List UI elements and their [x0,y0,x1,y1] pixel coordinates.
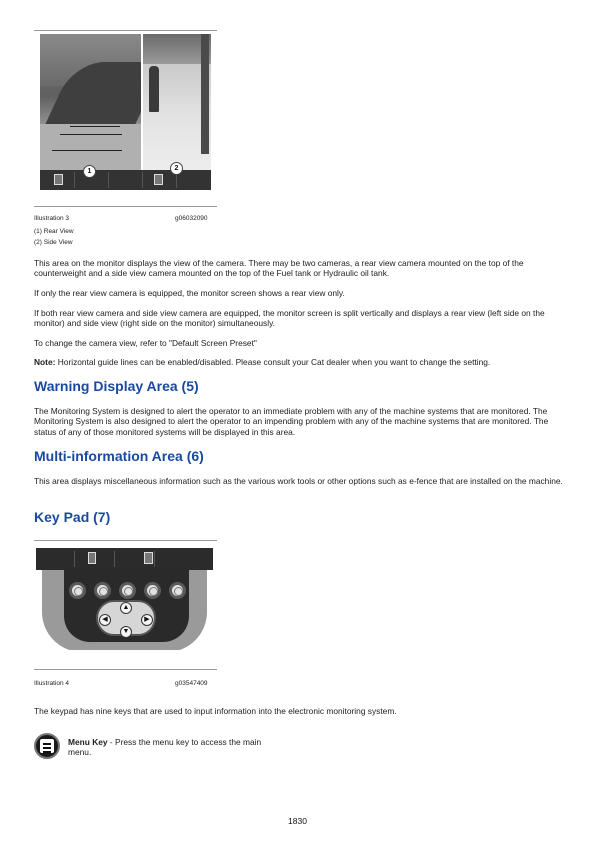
change-view-paragraph: To change the camera view, refer to "Default Screen Preset" [34,338,257,348]
warning-display-heading: Warning Display Area (5) [34,378,199,394]
multi-information-paragraph: This area displays miscellaneous information such as the various work tools or other options such as e-fence that are installed on the machine. [34,476,563,486]
keypad-button [94,582,111,599]
multi-information-heading: Multi-information Area (6) [34,448,204,464]
callout-2: 2 [170,162,183,175]
page-number: 1830 [288,816,307,826]
figure-top-rule [34,30,217,31]
monitor-screen-strip [36,548,213,570]
guide-line [52,150,122,151]
rear-only-paragraph: If only the rear view camera is equipped, the monitor screen shows a rear view only. [34,288,345,298]
up-arrow-icon: ▲ [120,602,132,614]
note-label: Note: [34,357,56,367]
keypad-paragraph: The keypad has nine keys that are used to input information into the electronic monitoring system. [34,706,397,716]
key-pad-heading: Key Pad (7) [34,509,111,525]
figure-bottom-rule [34,206,217,207]
keypad-button [69,582,86,599]
keypad-button [144,582,161,599]
right-arrow-icon: ▶ [141,614,153,626]
illustration-4-label: Illustration 4 [34,680,70,687]
illustration-4-code: g03547409 [175,680,208,687]
illustration-3-label: Illustration 3 [34,215,70,222]
menu-icon [54,174,63,185]
warning-display-paragraph: The Monitoring System is designed to alert the operator to an immediate problem with any of the machine systems that are monitored. The Monitoring System is also designed to alert the operator to an impending problem with any of the machine systems that are monitored. The status of any of those monitored systems will be displayed in this area. [34,406,549,437]
menu-key-label: Menu Key [68,737,108,747]
down-arrow-icon: ▼ [120,626,132,638]
keypad-button [169,582,186,599]
camera-view-illustration [40,34,211,190]
guide-line [70,126,120,127]
keypad-illustration [36,548,213,650]
figure-bottom-rule [34,669,217,670]
camera-switch-icon [154,174,163,185]
menu-key-paragraph [68,737,283,758]
guide-line [60,134,122,135]
note-paragraph [34,357,564,367]
callout-1: 1 [83,165,96,178]
figure-top-rule [34,540,217,541]
legend-side-view: (2) Side View [34,239,73,246]
left-arrow-icon: ◀ [99,614,111,626]
note-text: Horizontal guide lines can be enabled/disabled. Please consult your Cat dealer when you want to change the setting. [57,357,491,367]
menu-key-description: - Press the menu key to access the main menu. [68,737,262,758]
menu-icon [88,552,96,564]
rear-view-image [40,34,141,170]
side-view-image [143,34,211,170]
split-view-paragraph: If both rear view camera and side view camera are equipped, the monitor screen is split vertically and displays a rear view (left side on the monitor) and side view (right side on the monitor) simultaneously. [34,308,545,329]
keypad-button [119,582,136,599]
menu-key-icon [34,733,60,759]
camera-intro-paragraph: This area on the monitor displays the view of the camera. There may be two cameras, a rear view camera mounted on the top of the counterweight and a side view camera mounted on the top of the Fuel tank or Hydraulic oil tank. [34,258,524,279]
legend-rear-view: (1) Rear View [34,228,74,235]
illustration-3-code: g06032090 [175,215,208,222]
camera-switch-icon [144,552,153,564]
monitor-softkey-bar [40,170,211,190]
